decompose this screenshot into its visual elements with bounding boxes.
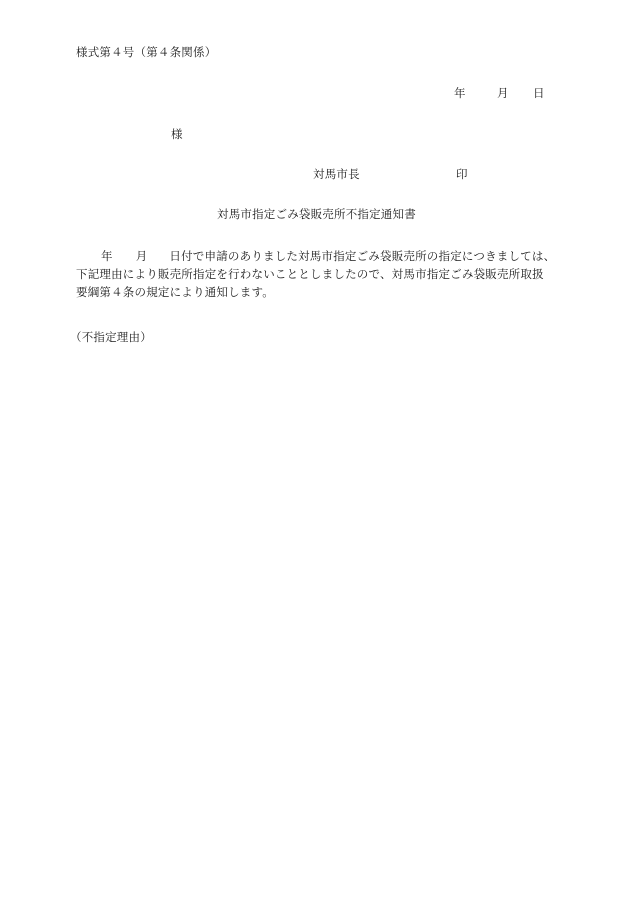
reason-label: （不指定理由） [70,330,152,344]
document-title: 対馬市指定ごみ袋販売所不指定通知書 [217,207,416,221]
body-line-2: 下記理由により販売所指定を行わないこととしましたので、対馬市指定ごみ袋販売所取扱 [76,267,544,281]
notice-body [76,247,566,301]
date-year-label: 年 [454,86,466,100]
addressee-honorific: 様 [171,127,183,141]
seal-mark: 印 [456,167,468,181]
issuer-title: 対馬市長 [313,167,360,181]
date-month-label: 月 [497,86,509,100]
body-year-label: 年 [101,249,113,263]
form-number: 様式第４号（第４条関係） [76,45,217,59]
body-line-3: 要綱第４条の規定により通知します。 [76,285,274,299]
body-line-1-text: 日付で申請のありました対馬市指定ごみ袋販売所の指定につきましては、 [169,249,556,263]
body-month-label: 月 [135,249,148,263]
date-day-label: 日 [533,86,545,100]
body-line-1 [76,247,566,265]
